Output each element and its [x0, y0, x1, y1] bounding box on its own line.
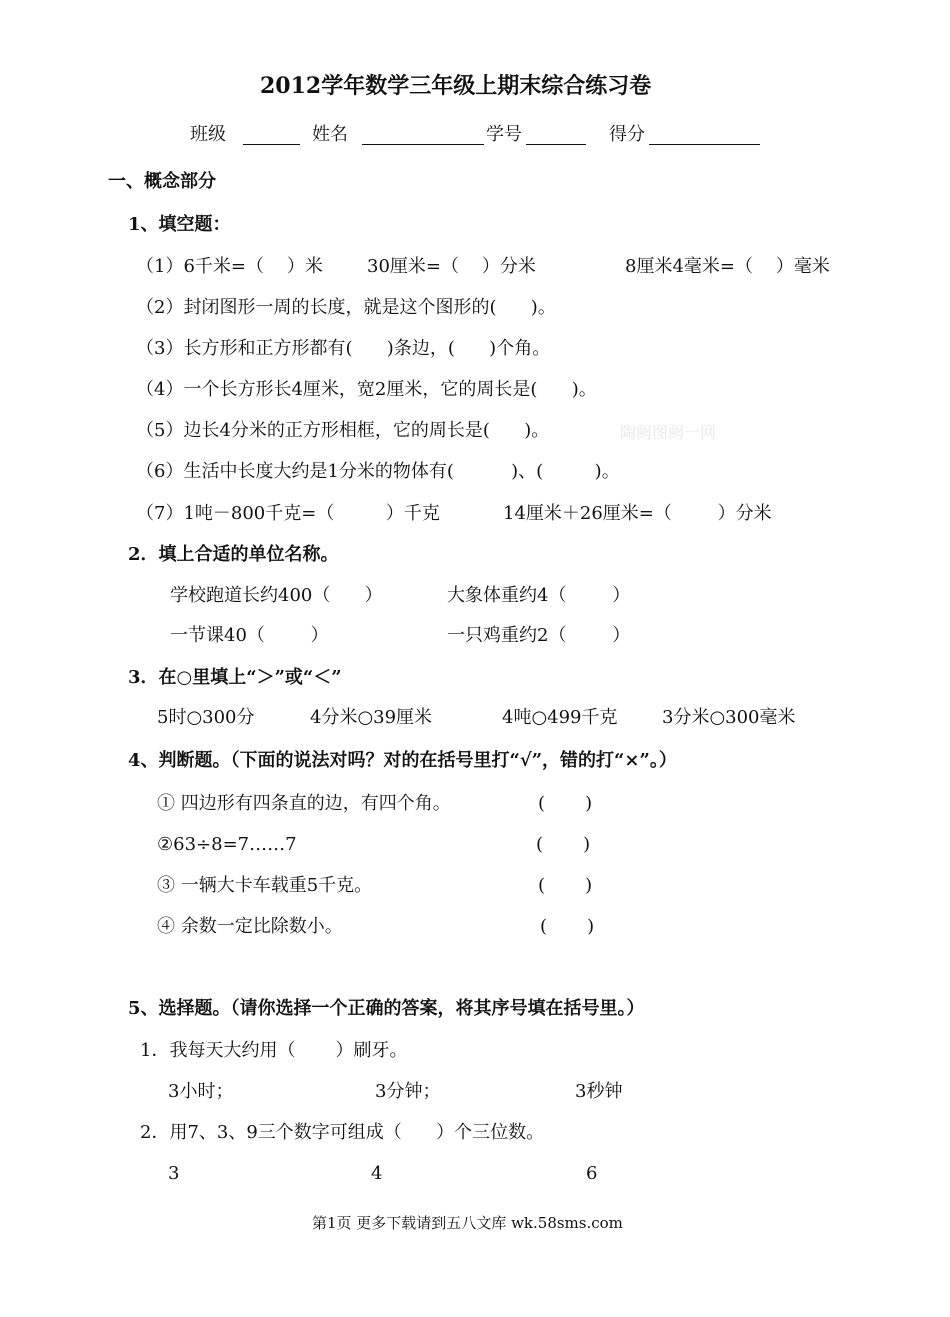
fill-item: 14厘米＋26厘米=（ ）分米: [503, 503, 772, 524]
question-heading: 4、判断题。（下面的说法对吗？对的在括号里打“√”，错的打“×”。）: [128, 750, 677, 771]
fill-item: （7）1吨－800千克=（ ）千克: [136, 503, 440, 524]
question-heading: 5、选择题。（请你选择一个正确的答案，将其序号填在括号里。）: [128, 998, 645, 1019]
question-heading: 2．填上合适的单位名称。: [128, 544, 339, 565]
unit-item: 大象体重约4（ ）: [447, 585, 631, 606]
compare-item: 4吨○499千克: [502, 707, 618, 728]
section-heading: 一、概念部分: [108, 171, 216, 192]
answer-bracket[interactable]: ( ): [538, 793, 593, 814]
compare-item: 5时○300分: [157, 707, 255, 728]
choice-option[interactable]: 4: [371, 1163, 383, 1184]
answer-bracket[interactable]: ( ): [540, 916, 595, 937]
fill-item: （4）一个长方形长4厘米，宽2厘米，它的周长是( )。: [136, 379, 597, 400]
class-blank[interactable]: [243, 144, 300, 145]
unit-item: 学校跑道长约400（ ）: [170, 585, 383, 606]
choice-option[interactable]: 3秒钟: [575, 1081, 623, 1102]
question-heading: 3．在○里填上“＞”或“＜”: [128, 667, 342, 688]
class-label: 班级: [190, 124, 226, 145]
name-blank[interactable]: [362, 144, 484, 145]
number-label: 学号: [486, 124, 522, 145]
choice-option[interactable]: 3分钟；: [375, 1081, 441, 1102]
fill-item: （3）长方形和正方形都有( )条边，( )个角。: [136, 338, 551, 359]
choice-option[interactable]: 6: [586, 1163, 598, 1184]
question-heading: 1、填空题：: [128, 214, 231, 235]
judge-item: ③ 一辆大卡车载重5千克。: [157, 875, 373, 896]
answer-bracket[interactable]: ( ): [536, 834, 591, 855]
answer-bracket[interactable]: ( ): [538, 875, 593, 896]
fill-item: 30厘米=（ ）分米: [367, 256, 536, 277]
fill-item: （5）边长4分米的正方形相框，它的周长是( )。: [136, 420, 550, 441]
fill-item: 8厘米4毫米=（ ）毫米: [625, 256, 830, 277]
fill-item: （1）6千米=（ ）米: [136, 256, 323, 277]
name-label: 姓名: [312, 124, 348, 145]
choice-option[interactable]: 3: [168, 1163, 180, 1184]
choice-option[interactable]: 3小时；: [168, 1081, 234, 1102]
score-blank[interactable]: [649, 144, 760, 145]
page-footer: 第1页 更多下载请到五八文库 wk.58sms.com: [312, 1214, 623, 1232]
watermark: 陶阙图阙一网: [620, 423, 717, 442]
compare-item: 4分米○39厘米: [310, 707, 433, 728]
score-label: 得分: [609, 124, 645, 145]
judge-item: ②63÷8=7……7: [157, 834, 297, 855]
choice-question: 1．我每天大约用（ ）刷牙。: [140, 1040, 408, 1061]
choice-question: 2．用7、3、9三个数字可组成（ ）个三位数。: [140, 1122, 545, 1143]
fill-item: （6）生活中长度大约是1分米的物体有( )、( )。: [136, 461, 620, 482]
fill-item: （2）封闭图形一周的长度，就是这个图形的( )。: [136, 297, 556, 318]
compare-item: 3分米○300毫米: [662, 707, 796, 728]
judge-item: ④ 余数一定比除数小。: [157, 916, 343, 937]
unit-item: 一节课40（ ）: [170, 625, 329, 646]
page-title: 2012学年数学三年级上期末综合练习卷: [260, 73, 652, 99]
judge-item: ① 四边形有四条直的边，有四个角。: [157, 793, 451, 814]
unit-item: 一只鸡重约2（ ）: [447, 625, 631, 646]
number-blank[interactable]: [526, 144, 586, 145]
